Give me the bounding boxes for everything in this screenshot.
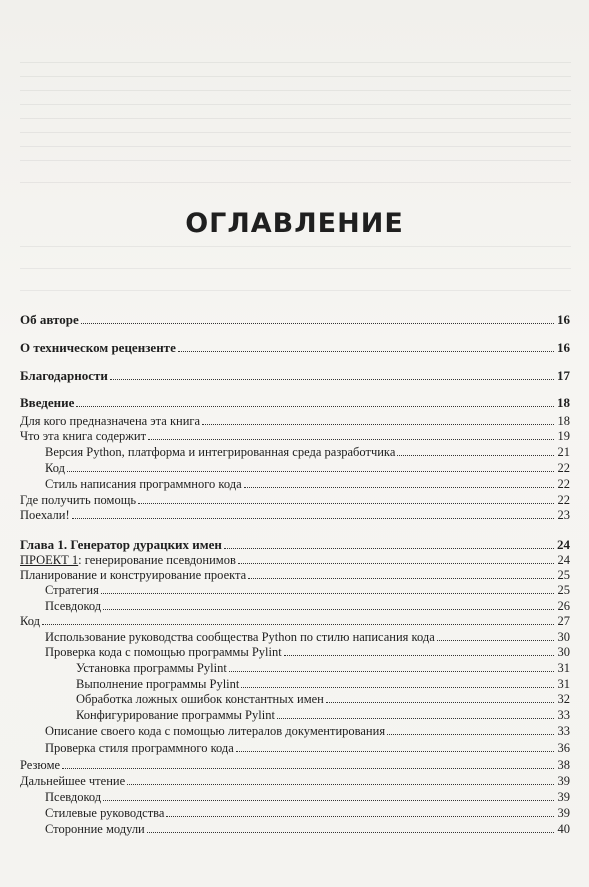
toc-entry-text: Где получить помощь (20, 493, 137, 507)
bleed-through-line (20, 246, 571, 247)
dot-leader (81, 312, 554, 324)
toc-entry-text: Планирование и конструирование проекта (20, 568, 247, 582)
page-number: 30 (557, 645, 570, 659)
page-number: 16 (557, 312, 570, 327)
toc-entry-title (20, 537, 222, 552)
toc-entry-text: Сторонние модули (45, 822, 145, 836)
page-number: 16 (557, 340, 570, 355)
toc-entry-text: Введение (20, 395, 75, 410)
toc-entry-title (20, 758, 60, 773)
toc-entry-title (45, 599, 101, 614)
dot-leader (103, 789, 554, 801)
toc-entry-text: Код (45, 461, 65, 475)
dot-leader (229, 660, 554, 672)
toc-entry-title (76, 708, 275, 723)
toc-entry-text: Код (20, 614, 40, 628)
toc-entry-text: Псевдокод (45, 790, 102, 804)
toc-entry-text: Проверка стиля программного кода (45, 741, 234, 755)
bleed-through-line (20, 118, 571, 119)
dot-leader (241, 676, 554, 688)
toc-entry (20, 340, 570, 355)
toc-entry (20, 428, 570, 444)
toc-entry-text: : генерирование псевдонимов (78, 553, 236, 567)
toc-entry (20, 613, 570, 629)
toc-entry-text: Обработка ложных ошибок константных имен (76, 692, 324, 706)
toc-entry-title (76, 692, 324, 707)
toc-entry-title (45, 461, 65, 476)
toc-entry (20, 492, 570, 508)
toc-entry (20, 821, 570, 837)
bleed-through-line (20, 146, 571, 147)
bleed-through-line (20, 182, 571, 183)
toc-entry (20, 757, 570, 773)
dot-leader (62, 757, 554, 769)
toc-entry-text: Дальнейшее чтение (20, 774, 126, 788)
dot-leader (67, 460, 554, 472)
toc-entry-text: Стилевые руководства (45, 806, 165, 820)
page-number: 38 (557, 758, 570, 772)
toc-entry-text: О техническом рецензенте (20, 340, 176, 355)
toc-entry-title (20, 774, 125, 789)
toc-entry-text: Проверка кода с помощью программы Pylint (45, 645, 282, 659)
page-title: ОГЛАВЛЕНИЕ (185, 208, 404, 239)
dot-leader (397, 444, 554, 456)
toc-entry (20, 740, 570, 756)
dot-leader (42, 613, 554, 625)
toc-entry (20, 707, 570, 723)
toc-entry (20, 507, 570, 523)
toc-entry-text: Версия Python, платформа и интегрированная среда разработчика (45, 445, 396, 459)
bleed-through-line (20, 290, 571, 291)
page-number: 30 (557, 630, 570, 644)
dot-leader (284, 644, 554, 656)
toc-entry-title (20, 614, 40, 629)
dot-leader (110, 368, 554, 380)
dot-leader (238, 552, 554, 564)
toc-entry (20, 789, 570, 805)
toc-entry-text: Конфигурирование программы Pylint (76, 708, 275, 722)
dot-leader (248, 567, 554, 579)
toc-entry-title (45, 790, 101, 805)
toc-entry (20, 312, 570, 327)
page-number: 33 (557, 724, 570, 738)
toc-entry (20, 676, 570, 692)
toc-entry-title (20, 312, 79, 327)
page-number: 23 (557, 508, 570, 522)
toc-entry-text: Поехали! (20, 508, 70, 522)
toc-entry-title (45, 645, 282, 660)
toc-entry-text: Резюме (20, 758, 61, 772)
toc-entry (20, 582, 570, 598)
dot-leader (244, 476, 554, 488)
page-number: 36 (557, 741, 570, 755)
toc-entry-title (20, 340, 176, 355)
page-number: 39 (557, 774, 570, 788)
toc-entry (20, 537, 570, 552)
toc-entry-text: Что эта книга содержит (20, 429, 147, 443)
toc-entry (20, 552, 570, 568)
page-number: 24 (557, 553, 570, 567)
dot-leader (72, 507, 554, 519)
toc-entry-title (45, 477, 242, 492)
page-number: 19 (557, 429, 570, 443)
bleed-through-line (20, 76, 571, 77)
bleed-through-line (20, 268, 571, 269)
bleed-through-line (20, 90, 571, 91)
toc-entry-title (45, 583, 99, 598)
page-number: 24 (557, 537, 570, 552)
dot-leader (277, 707, 554, 719)
dot-leader (148, 428, 554, 440)
toc-entry-title (45, 822, 145, 837)
dot-leader (166, 805, 554, 817)
toc-entry-text: Описание своего кода с помощью литералов документирования (45, 724, 386, 738)
toc-entry (20, 598, 570, 614)
toc-entry-text: Глава 1. Генератор дурацких имен (20, 537, 222, 552)
dot-leader (103, 598, 554, 610)
page-number: 39 (557, 790, 570, 804)
toc-entry-title (45, 630, 435, 645)
toc-entry (20, 644, 570, 660)
page-number: 25 (557, 583, 570, 597)
bleed-through-line (20, 104, 571, 105)
toc-entry (20, 660, 570, 676)
page-number: 32 (557, 692, 570, 706)
dot-leader (127, 773, 554, 785)
toc-entry (20, 444, 570, 460)
dot-leader (236, 740, 554, 752)
page-number: 27 (557, 614, 570, 628)
toc-entry (20, 691, 570, 707)
toc-entry-text: Для кого предназначена эта книга (20, 414, 201, 428)
toc-entry-text: Стиль написания программного кода (45, 477, 242, 491)
toc-entry-title (45, 445, 395, 460)
page-number: 25 (557, 568, 570, 582)
toc-entry-text: Об авторе (20, 312, 79, 327)
page-number: 31 (557, 677, 570, 691)
page-number: 18 (557, 414, 570, 428)
page-number: 17 (557, 368, 570, 383)
toc-entry-title (20, 508, 70, 523)
page-number: 18 (557, 395, 570, 410)
dot-leader (138, 492, 554, 504)
page-number: 22 (557, 493, 570, 507)
toc-entry (20, 460, 570, 476)
toc-entry (20, 723, 570, 739)
bleed-through-line (20, 160, 571, 161)
toc-entry-title (45, 724, 385, 739)
page-number: 40 (557, 822, 570, 836)
page-number: 33 (557, 708, 570, 722)
toc-entry (20, 413, 570, 429)
toc-entry-text: Псевдокод (45, 599, 102, 613)
dot-leader (326, 691, 554, 703)
toc-entry-title (20, 568, 246, 583)
dot-leader (147, 821, 554, 833)
toc-entry (20, 773, 570, 789)
page-number: 22 (557, 477, 570, 491)
page-number: 26 (557, 599, 570, 613)
toc-entry-title (20, 429, 146, 444)
toc-entry-title (45, 741, 234, 756)
page-number: 31 (557, 661, 570, 675)
bleed-through-line (20, 132, 571, 133)
bleed-through-line (20, 62, 571, 63)
toc-entry-title (20, 493, 136, 508)
toc-entry-text: Благодарности (20, 368, 108, 383)
toc-entry-title (76, 661, 227, 676)
toc-entry-title (45, 806, 164, 821)
dot-leader (178, 340, 554, 352)
toc-entry (20, 629, 570, 645)
toc-entry-text: Установка программы Pylint (76, 661, 227, 675)
toc-entry-title (20, 395, 74, 410)
toc-entry (20, 395, 570, 410)
page-number: 39 (557, 806, 570, 820)
project-label: ПРОЕКТ 1 (20, 553, 79, 567)
toc-entry-title (20, 368, 108, 383)
dot-leader (224, 537, 554, 549)
toc-entry-title (20, 553, 236, 568)
dot-leader (101, 582, 554, 594)
page-number: 21 (557, 445, 570, 459)
dot-leader (387, 723, 554, 735)
toc-entry (20, 805, 570, 821)
toc-entry-text: Стратегия (45, 583, 99, 597)
toc-entry-text: Выполнение программы Pylint (76, 677, 240, 691)
dot-leader (76, 395, 554, 407)
toc-entry-title (76, 677, 239, 692)
page-number: 22 (557, 461, 570, 475)
toc-entry (20, 368, 570, 383)
toc-entry (20, 476, 570, 492)
dot-leader (437, 629, 554, 641)
dot-leader (202, 413, 554, 425)
toc-entry (20, 567, 570, 583)
toc-entry-text: Использование руководства сообщества Python по стилю написания кода (45, 630, 435, 644)
toc-entry-title (20, 414, 200, 429)
